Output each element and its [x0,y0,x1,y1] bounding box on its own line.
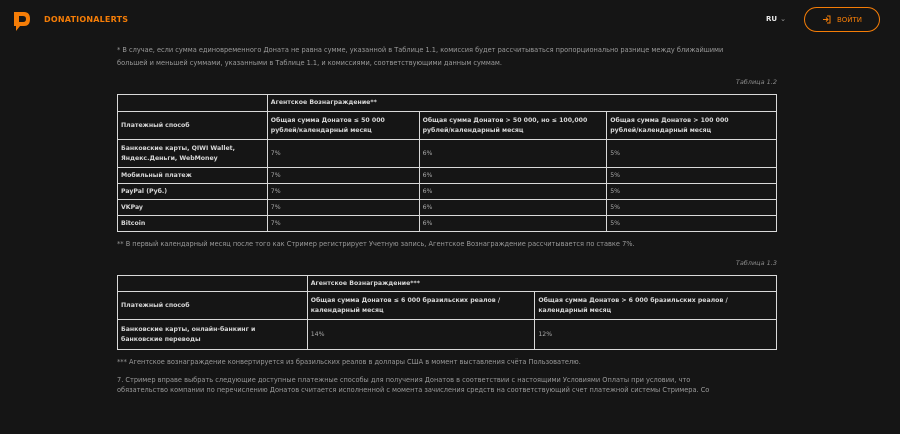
login-button[interactable] [804,7,880,32]
language-selector[interactable] [766,15,786,23]
footnote-3: *** Агентское вознаграждение конвертируется из бразильских реалов в доллары США в момент выставления счёта Пользователю. [117,358,581,366]
footnote-2: ** В первый календарный месяц после того как Стример регистрирует Учетную запись, Агентское Вознаграждение рассчитывается по ставке 7%. [117,240,635,248]
table-1-2 [117,94,777,232]
brand-name[interactable]: DONATIONALERTS [44,15,129,24]
chevron-down-icon: ⌄ [780,15,786,23]
table-header-cell: Общая сумма Донатов ≤ 50 000 рублей/календарный месяц [267,112,419,140]
table-group-header: Агентское Вознаграждение*** [307,276,776,292]
table-header-cell: Общая сумма Донатов > 50 000, но ≤ 100,000 рублей/календарный месяц [419,112,607,140]
terms-item-7: 7. Стример вправе выбрать следующие доступные платежные способы для получения Донатов в соответствии с настоящими Условиями Оплаты при условии, что обязательство компании по перечислению Донатов считается исполненной с момента зачисления средств на соответствующий счет платежной системы Стримера. Со [117,376,710,394]
table-group-header: Агентское Вознаграждение** [267,95,776,112]
table-row: PayPal (Руб.) 7% 6% 5% [118,184,777,200]
table-header-cell: Платежный способ [118,112,268,140]
login-icon [822,15,831,24]
table-row: Банковские карты, онлайн-банкинг и банковские переводы 14% 12% [118,320,777,350]
footnote-1: * В случае, если сумма единовременного Доната не равна сумме, указанной в Таблице 1.1, комиссия будет рассчитываться пропорционально разнице между ближайшими большей и меньшей суммами, указанными в Таблице 1.1, и комиссиями, соответствующими данным суммам. [117,46,724,67]
table-1-3 [117,275,777,350]
terms-content [117,44,777,395]
table-header-cell: Общая сумма Донатов > 6 000 бразильских реалов / календарный месяц [535,292,777,320]
donationalerts-logo-icon[interactable] [12,10,32,32]
table-header-cell: Общая сумма Донатов > 100 000 рублей/календарный месяц [607,112,777,140]
table-1-3-caption: Таблица 1.3 [735,259,777,267]
table-header-cell: Общая сумма Донатов ≤ 6 000 бразильских реалов / календарный месяц [307,292,535,320]
top-bar [0,0,900,42]
table-1-2-caption: Таблица 1.2 [735,78,777,86]
language-label: RU [766,15,778,23]
table-row: VKPay 7% 6% 5% [118,200,777,216]
table-header-cell: Платежный способ [118,292,308,320]
table-row: Мобильный платеж 7% 6% 5% [118,168,777,184]
table-row: Банковские карты, QIWI Wallet, Яндекс.Деньги, WebMoney 7% 6% 5% [118,140,777,168]
table-row: Bitcoin 7% 6% 5% [118,216,777,232]
login-label: ВОЙТИ [836,15,863,24]
